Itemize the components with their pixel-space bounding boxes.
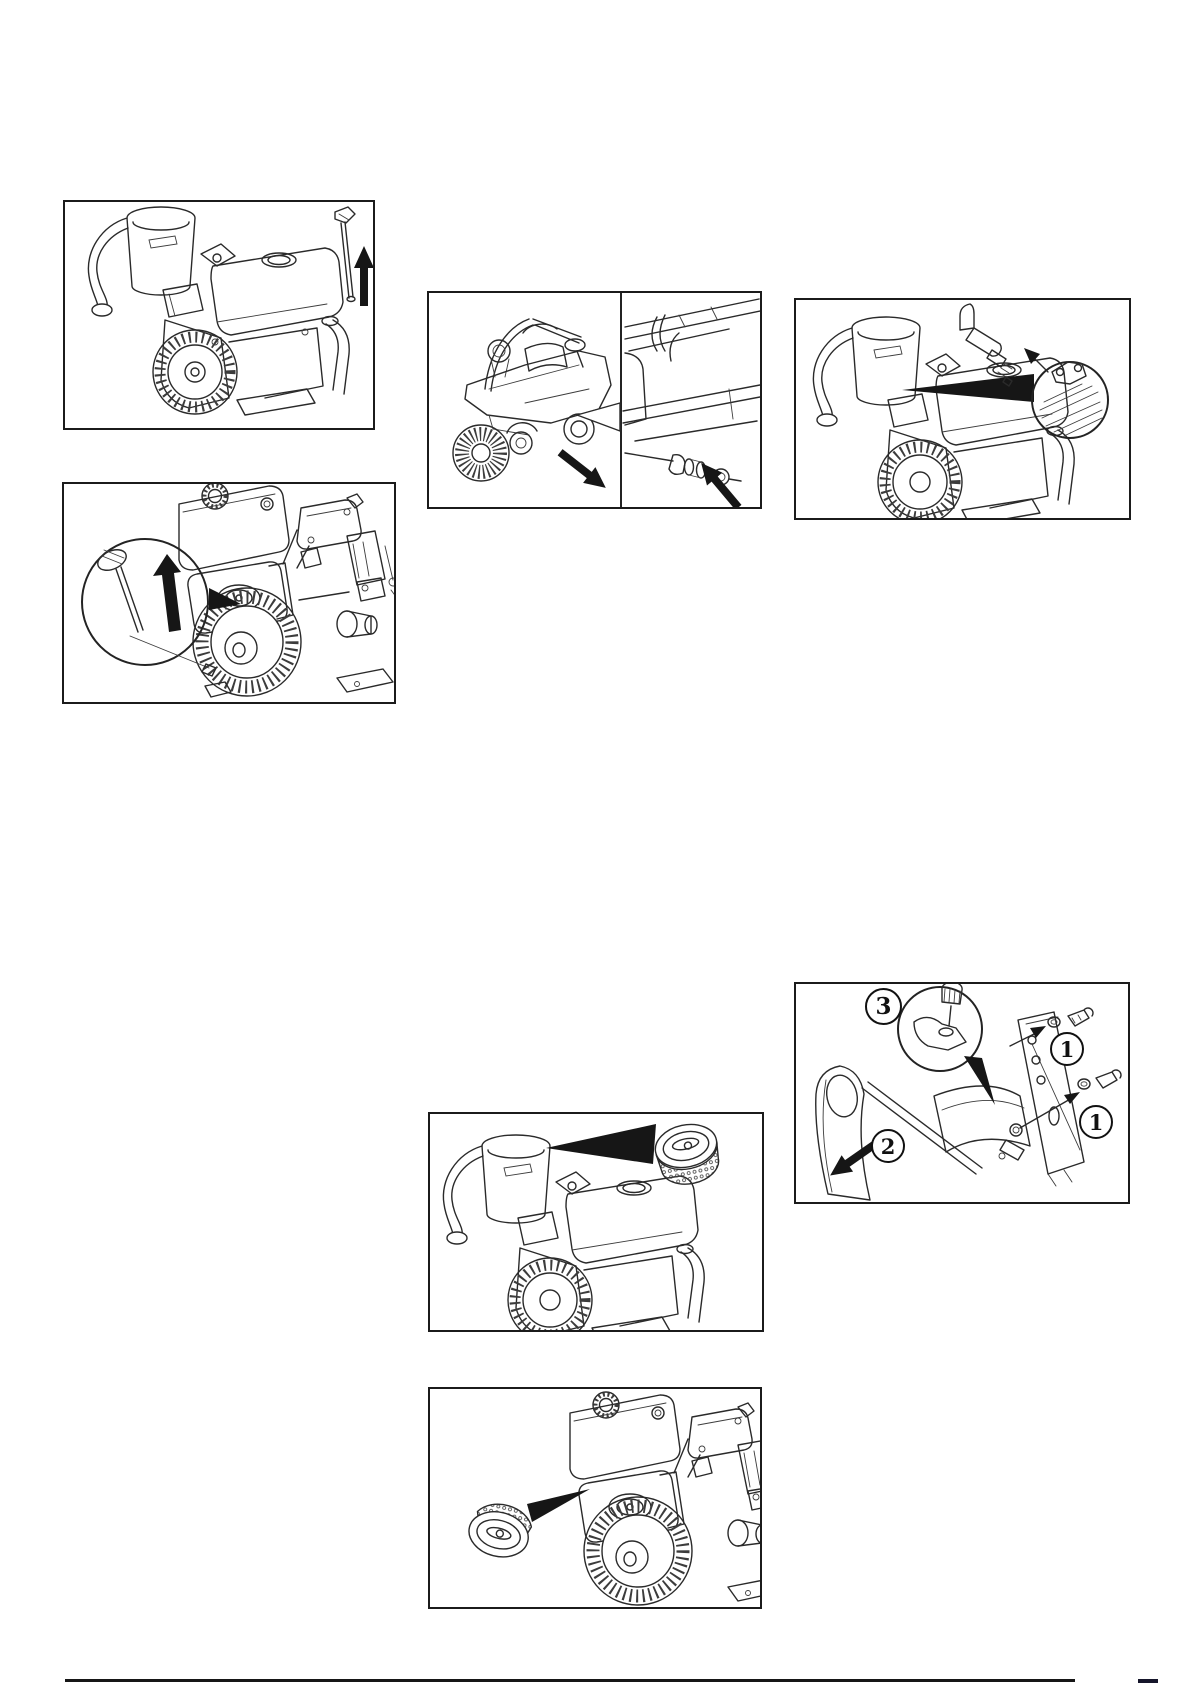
cover-drawing: [934, 1086, 1030, 1160]
figure-oil-dipstick-petrol: [63, 200, 375, 430]
underbody-drawing: [623, 299, 760, 485]
callout-3-badge: [865, 988, 902, 1025]
callout-1-upper-badge: [1050, 1032, 1084, 1066]
air-filter-element-icon: [464, 1498, 535, 1563]
figure-spark-plug-petrol: [794, 298, 1131, 520]
footer-section-mark: [1138, 1679, 1158, 1683]
figure-oil-dipstick-diesel: [62, 482, 396, 704]
pointer-triangle-icon: [546, 1124, 656, 1164]
panel-removal-illustration: [796, 984, 1128, 1202]
petrol-engine-dipstick-illustration: [65, 202, 373, 428]
callout-3-label: 3: [875, 993, 892, 1020]
callout-1-upper-label: 1: [1059, 1036, 1075, 1062]
diesel-engine-drawing: [570, 1392, 760, 1605]
petrol-engine-drawing: [813, 317, 1074, 518]
diesel-air-filter-illustration: [430, 1389, 760, 1607]
callout-2-badge: [871, 1129, 905, 1163]
spark-plug-icon: [960, 304, 1012, 386]
up-arrow-icon: [153, 554, 181, 632]
figure-air-filter-petrol: [428, 1112, 764, 1332]
figure-side-panel-screws: [794, 982, 1130, 1204]
cylinder-head-magnifier: [1032, 362, 1108, 438]
petrol-air-filter-illustration: [430, 1114, 762, 1330]
sweeper-illustration: [429, 293, 760, 507]
valve-arrow-icon: [693, 457, 746, 507]
oil-dipstick-drawing: [335, 207, 355, 302]
sweeper-machine-drawing: [453, 319, 611, 481]
belt-guard-drawing: [816, 1066, 870, 1200]
figure-air-filter-diesel: [428, 1387, 762, 1609]
petrol-engine-drawing: [88, 207, 349, 415]
figure-sweeper-underbody-valve: [427, 291, 762, 509]
pointer-triangle-icon: [902, 374, 1034, 402]
flap-arrow-icon: [554, 444, 612, 495]
spark-plug-illustration: [796, 300, 1129, 518]
callout-1-lower-badge: [1079, 1105, 1113, 1139]
footer-rule: [65, 1679, 1075, 1682]
up-arrow-icon: [354, 246, 373, 306]
magnify-pointer-triangle: [577, 403, 620, 431]
diesel-engine-dipstick-illustration: [64, 484, 394, 702]
callout-2-label: 2: [880, 1133, 896, 1159]
knob-pointer-triangle: [964, 1056, 995, 1105]
callout-1-lower-label: 1: [1088, 1109, 1104, 1135]
